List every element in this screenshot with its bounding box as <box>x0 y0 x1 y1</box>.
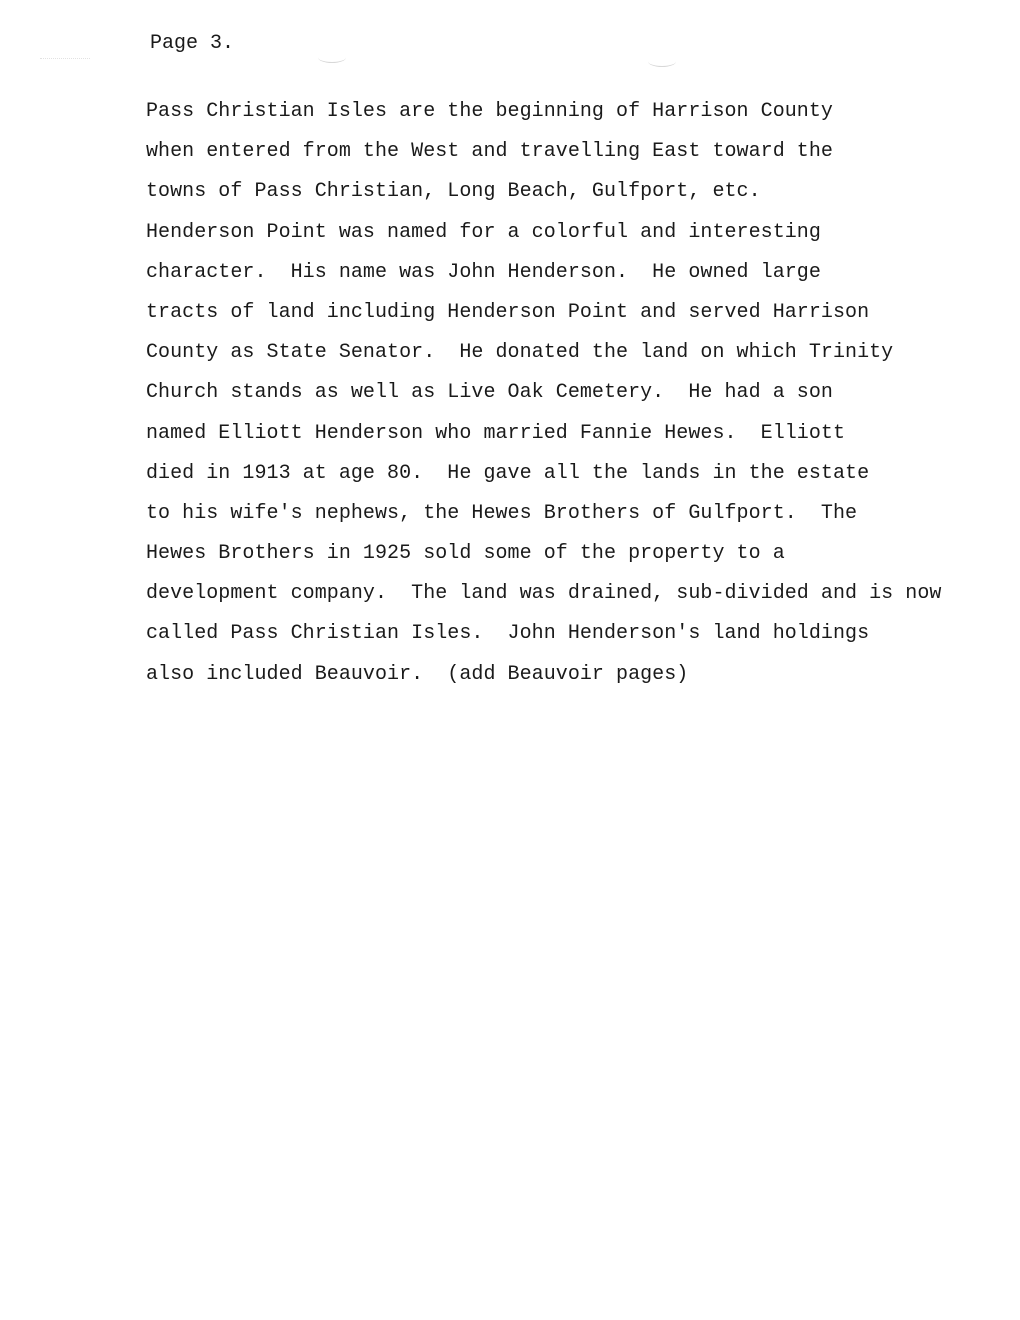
text-line: County as State Senator. He donated the land on which Trinity <box>146 341 894 365</box>
text-line: towns of Pass Christian, Long Beach, Gulfport, etc. <box>146 180 761 204</box>
typed-paragraph <box>146 92 941 695</box>
text-line: Hewes Brothers in 1925 sold some of the property to a <box>146 542 785 566</box>
scan-speck <box>40 58 90 61</box>
text-line: died in 1913 at age 80. He gave all the lands in the estate <box>146 461 870 485</box>
hole-punch-mark-left <box>318 52 346 63</box>
text-line: named Elliott Henderson who married Fannie Hewes. Elliott <box>146 421 846 445</box>
text-line: called Pass Christian Isles. John Henderson's land holdings <box>146 622 870 646</box>
text-line: Church stands as well as Live Oak Cemetery. He had a son <box>146 381 833 405</box>
hole-punch-mark-right <box>648 56 676 67</box>
text-line: to his wife's nephews, the Hewes Brothers of Gulfport. The <box>146 501 858 525</box>
page-number: Page 3. <box>150 32 235 55</box>
text-line: Pass Christian Isles are the beginning of Harrison County <box>146 100 833 123</box>
text-line: also included Beauvoir. (add Beauvoir pages) <box>146 662 689 686</box>
text-line: tracts of land including Henderson Point and served Harrison <box>146 300 870 324</box>
text-line: development company. The land was drained, sub-divided and is now <box>146 582 942 606</box>
text-line: Henderson Point was named for a colorful and interesting <box>146 220 821 244</box>
text-line: character. His name was John Henderson. He owned large <box>146 260 821 284</box>
text-line: when entered from the West and travelling East toward the <box>146 140 833 164</box>
